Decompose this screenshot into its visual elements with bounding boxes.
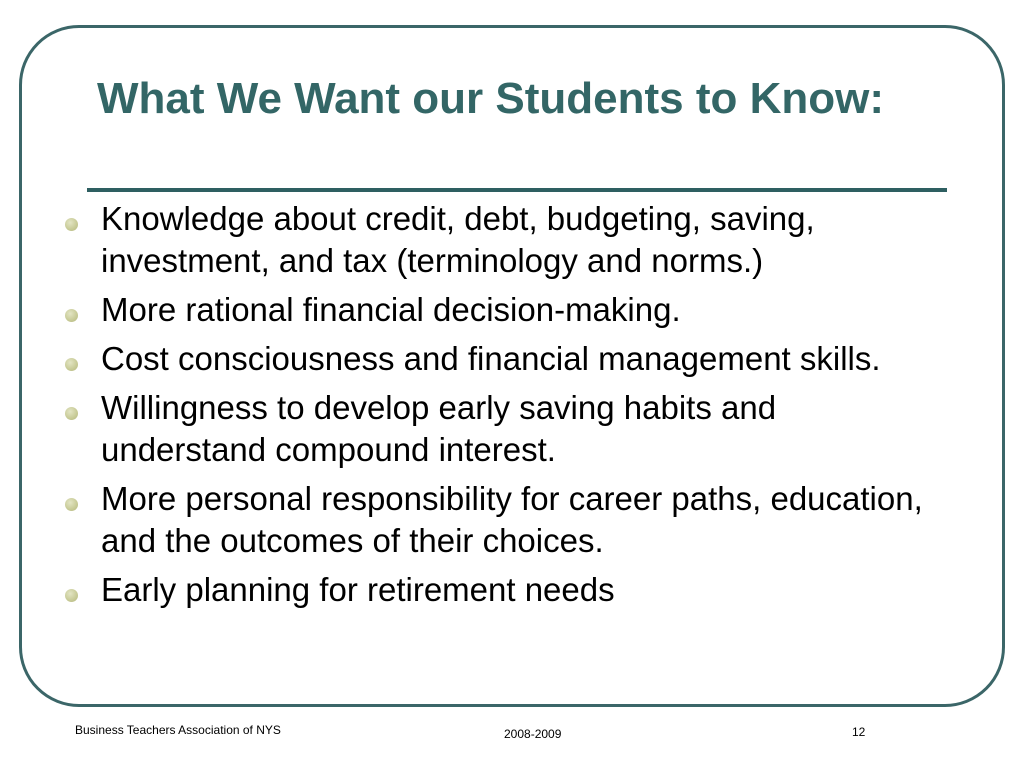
bullet-text: Knowledge about credit, debt, budgeting, saving, investment, and tax (terminology and norms.) [101, 200, 815, 279]
bullet-text: More personal responsibility for career paths, education, and the outcomes of their choices. [101, 480, 923, 559]
bullet-text: Cost consciousness and financial management skills. [101, 340, 881, 377]
bullet-icon [65, 309, 78, 322]
bullet-icon [65, 589, 78, 602]
bullet-text: More rational financial decision-making. [101, 291, 681, 328]
bullet-icon [65, 498, 78, 511]
bullet-text: Willingness to develop early saving habits and understand compound interest. [101, 389, 777, 468]
bullet-item [60, 387, 940, 471]
slide-title: What We Want our Students to Know: [97, 74, 885, 123]
footer-organization: Business Teachers Association of NYS [75, 723, 281, 737]
bullet-item [60, 478, 940, 562]
bullet-item [60, 338, 940, 380]
bullet-icon [65, 218, 78, 231]
footer-years: 2008-2009 [504, 727, 562, 741]
bullet-icon [65, 407, 78, 420]
bullet-text: Early planning for retirement needs [101, 571, 615, 608]
bullet-list [60, 198, 940, 618]
footer-page-number: 12 [852, 725, 866, 739]
title-divider [87, 188, 947, 192]
bullet-item [60, 569, 940, 611]
bullet-icon [65, 358, 78, 371]
bullet-item [60, 198, 940, 282]
bullet-item [60, 289, 940, 331]
